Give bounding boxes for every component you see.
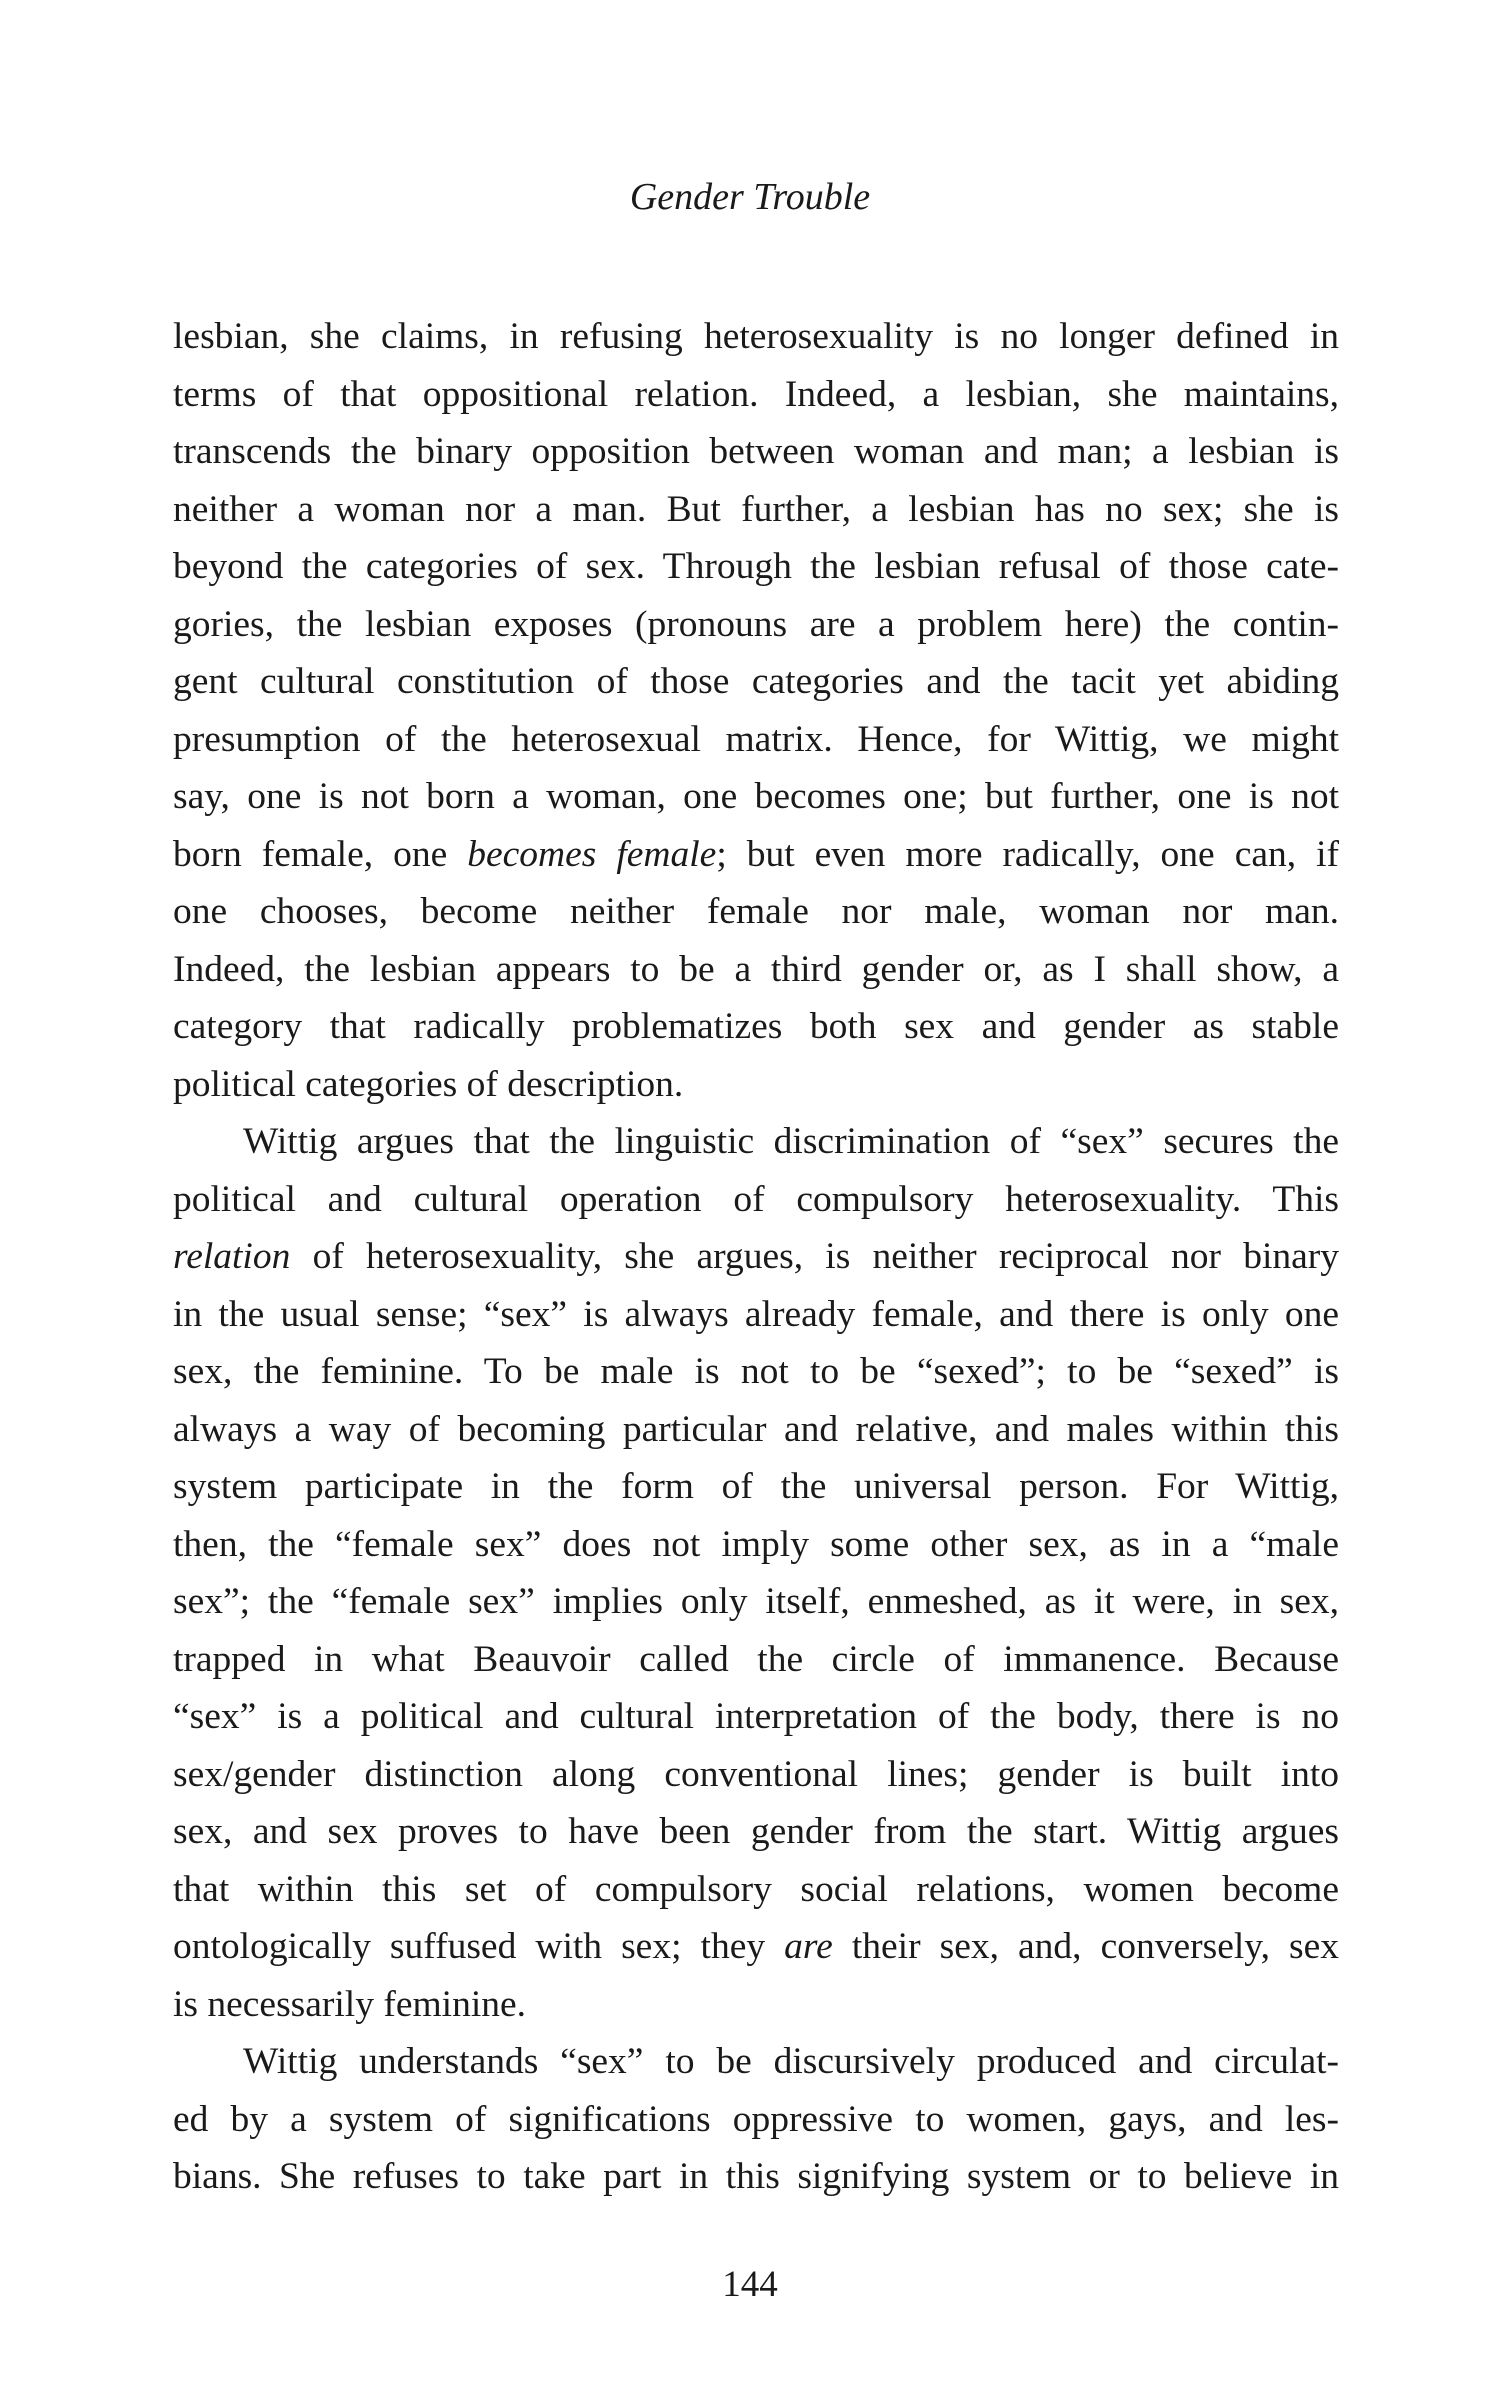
text-line: terms of that oppositional relation. Indeed, a lesbian, she maintains, bbox=[173, 373, 1339, 415]
text-run: ontologically suffused with sex; they bbox=[173, 1926, 785, 1967]
text-line: gories, the lesbian exposes (pronouns are a problem here) the contin- bbox=[173, 603, 1339, 645]
text-line: bians. She refuses to take part in this signifying system or to believe in bbox=[173, 2156, 1339, 2197]
text-line: sex/gender distinction along conventional lines; gender is built into bbox=[173, 1753, 1339, 1795]
text-line: political and cultural operation of compulsory heterosexuality. This bbox=[173, 1178, 1339, 1220]
running-header: Gender Trouble bbox=[629, 176, 871, 218]
text-line: political categories of description. bbox=[173, 1063, 684, 1105]
text-line: gent cultural constitution of those categories and the tacit yet abiding bbox=[173, 661, 1339, 702]
emphasis-text: relation bbox=[173, 1236, 291, 1277]
text-line: ed by a system of significations oppressive to women, gays, and les- bbox=[173, 2098, 1339, 2140]
emphasis-text: are bbox=[784, 1926, 833, 1967]
text-line: is necessarily feminine. bbox=[173, 1983, 527, 2025]
text-run: born female, one bbox=[173, 833, 468, 875]
page-number: 144 bbox=[722, 2264, 778, 2305]
body-text bbox=[173, 308, 1339, 2206]
text-run: their sex, and, conversely, sex bbox=[832, 1926, 1340, 1967]
text-line: system participate in the form of the universal person. For Wittig, bbox=[173, 1466, 1339, 1507]
text-line: lesbian, she claims, in refusing heterosexuality is no longer defined in bbox=[173, 316, 1339, 357]
text-line: Wittig understands “sex” to be discursively produced and circulat- bbox=[243, 2041, 1339, 2082]
text-line: then, the “female sex” does not imply some other sex, as in a “male bbox=[173, 1523, 1339, 1565]
text-line: sex, and sex proves to have been gender from the start. Wittig argues bbox=[173, 1811, 1339, 1852]
text-line: category that radically problematizes both sex and gender as stable bbox=[173, 1006, 1339, 1047]
text-line: sex, the feminine. To be male is not to be “sexed”; to be “sexed” is bbox=[173, 1351, 1339, 1392]
emphasis-text: becomes female bbox=[467, 833, 717, 875]
text-line: that within this set of compulsory social relations, women become bbox=[173, 1868, 1339, 1910]
text-line: always a way of becoming particular and relative, and males within this bbox=[173, 1408, 1339, 1450]
text-run: ; but even more radically, one can, if bbox=[716, 833, 1340, 875]
text-line: sex”; the “female sex” implies only itself, enmeshed, as it were, in sex, bbox=[173, 1581, 1339, 1622]
text-line: say, one is not born a woman, one becomes one; but further, one is not bbox=[173, 776, 1339, 817]
text-line: transcends the binary opposition between woman and man; a lesbian is bbox=[173, 431, 1339, 472]
text-line: Indeed, the lesbian appears to be a third gender or, as I shall show, a bbox=[173, 948, 1339, 990]
text-line bbox=[173, 1918, 1339, 1976]
text-line: “sex” is a political and cultural interpretation of the body, there is no bbox=[173, 1696, 1339, 1737]
text-line: presumption of the heterosexual matrix. Hence, for Wittig, we might bbox=[173, 718, 1339, 760]
text-line bbox=[173, 826, 1339, 884]
text-line: beyond the categories of sex. Through the lesbian refusal of those cate- bbox=[173, 546, 1339, 587]
text-line bbox=[173, 1228, 1339, 1286]
text-line: one chooses, become neither female nor male, woman nor man. bbox=[173, 891, 1339, 932]
text-line: Wittig argues that the linguistic discrimination of “sex” secures the bbox=[243, 1121, 1339, 1162]
text-line: in the usual sense; “sex” is always already female, and there is only one bbox=[173, 1293, 1339, 1335]
text-line: trapped in what Beauvoir called the circle of immanence. Because bbox=[173, 1638, 1339, 1680]
text-run: of heterosexuality, she argues, is neither reciprocal nor binary bbox=[290, 1236, 1339, 1277]
text-line: neither a woman nor a man. But further, a lesbian has no sex; she is bbox=[173, 488, 1339, 530]
